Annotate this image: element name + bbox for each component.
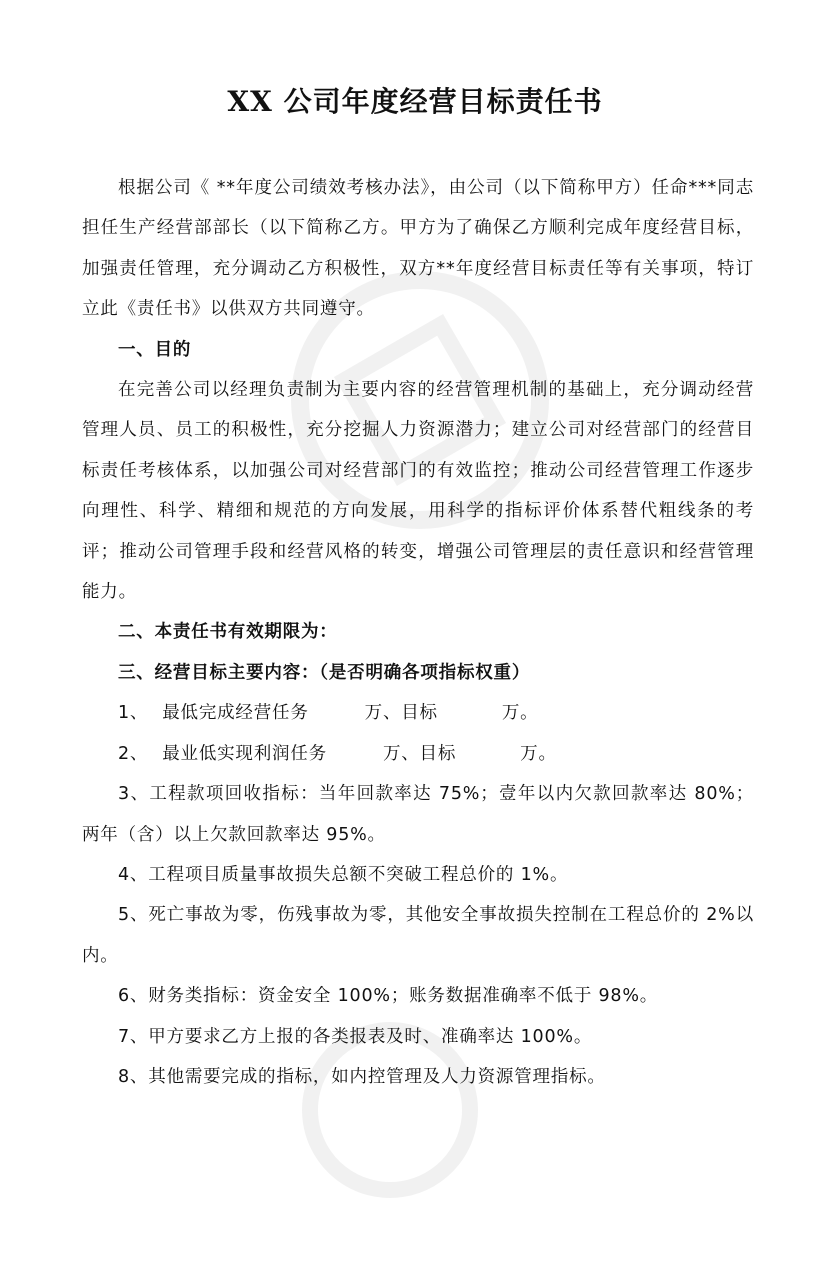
item-unit: 万。 [501, 703, 539, 724]
page-title: XX 公司年度经营目标责任书 [227, 85, 603, 118]
item-number: 2、 [118, 743, 149, 764]
list-item-other: 8、其他需要完成的指标，如内控管理及人力资源管理指标。 [118, 1066, 606, 1087]
item-unit: 万。 [520, 743, 557, 764]
section-heading-targets: 三、经营目标主要内容：（是否明确各项指标权重） [118, 662, 531, 683]
list-item-quality: 4、工程项目质量事故损失总额不突破工程总价的 1%。 [118, 864, 569, 885]
item-label: 最低完成经营任务 [162, 703, 309, 724]
list-item-collection: 3、工程款项回收指标：当年回款率达 75%；壹年以内欠款回款率达 80%； 两年（含）以上欠款回款率达 95%。 [82, 784, 754, 845]
item-number: 1、 [118, 703, 149, 724]
document-body [82, 168, 754, 1097]
item-unit: 万、目标 [382, 743, 457, 764]
list-item-safety: 5、死亡事故为零，伤残事故为零，其他安全事故损失控制在工程总价的 2%以内。 [82, 905, 754, 966]
item-unit: 万、目标 [364, 703, 438, 724]
list-item-finance: 6、财务类指标：资金安全 100%；账务数据准确率不低于 98%。 [118, 986, 659, 1007]
section-heading-purpose: 一、目的 [118, 339, 192, 360]
item-label: 最业低实现利润任务 [162, 743, 327, 764]
section-heading-validity: 二、本责任书有效期限为： [118, 622, 338, 643]
purpose-paragraph: 在完善公司以经理负责制为主要内容的经营管理机制的基础上，充分调动经营管理人员、员工的积极性，充分挖掘人力资源潜力；建立公司对经营部门的经营目标责任考核体系，以加强公司对经营部门的有效监控；推动公司经营管理工作逐步向理性、科学、精细和规范的方向发展，用科学的指标评价体系替代粗线条的考评；推动公司管理手段和经营风格的转变，增强公司管理层的责任意识和经营管理能力。 [82, 380, 754, 603]
list-item-task [82, 693, 754, 733]
list-item-profit [82, 734, 754, 774]
intro-paragraph: 根据公司《 **年度公司绩效考核办法》，由公司（以下简称甲方）任命***同志担任生产经营部部长（以下简称乙方。甲方为了确保乙方顺利完成年度经营目标，加强责任管理，充分调动乙方积极性，双方**年度经营目标责任等有关事项，特订立此《责任书》以供双方共同遵守。 [82, 178, 754, 320]
list-item-reports: 7、甲方要求乙方上报的各类报表及时、准确率达 100%。 [118, 1026, 593, 1047]
